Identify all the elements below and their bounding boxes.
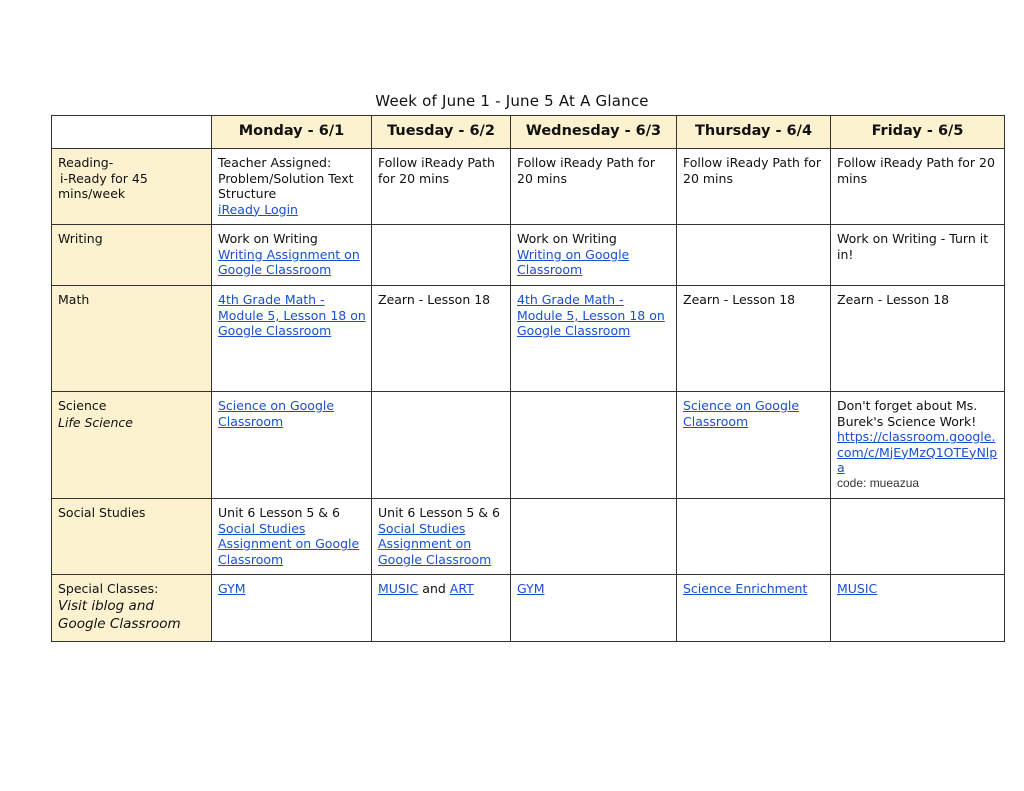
- reading-thursday-cell: Follow iReady Path for 20 mins: [677, 149, 831, 225]
- science-row: [52, 392, 1005, 499]
- reading-monday-text: Teacher Assigned: Problem/Solution Text Structure: [218, 155, 354, 201]
- writing-wednesday-cell: [511, 225, 677, 286]
- music-link-friday[interactable]: MUSIC: [837, 581, 878, 596]
- gym-link-monday[interactable]: GYM: [218, 581, 246, 596]
- writing-friday-cell: Work on Writing - Turn it in!: [831, 225, 1005, 286]
- special-thursday-cell: [677, 575, 831, 642]
- music-link-tuesday[interactable]: MUSIC: [378, 581, 419, 596]
- subject-special-classes: [52, 575, 212, 642]
- iready-login-link[interactable]: iReady Login: [218, 201, 298, 217]
- science-friday-text: Don't forget about Ms. Burek's Science Work!: [837, 398, 978, 429]
- science-tuesday-cell: [372, 392, 511, 499]
- day-header-wednesday: Wednesday - 6/3: [511, 116, 677, 149]
- writing-google-classroom-link[interactable]: Writing on Google Classroom: [517, 246, 630, 277]
- subject-writing: Writing: [52, 225, 212, 286]
- reading-monday-cell: [212, 149, 372, 225]
- page-title: Week of June 1 - June 5 At A Glance: [375, 92, 649, 110]
- science-enrichment-link[interactable]: Science Enrichment: [683, 581, 808, 596]
- science-thursday-cell: [677, 392, 831, 499]
- math-thursday-cell: Zearn - Lesson 18: [677, 286, 831, 392]
- math-wednesday-link[interactable]: 4th Grade Math - Module 5, Lesson 18 on Google Classroom: [517, 292, 665, 338]
- special-sublabel-1: Visit iblog and: [58, 597, 154, 614]
- writing-monday-text: Work on Writing: [218, 231, 318, 246]
- science-friday-cell: [831, 392, 1005, 499]
- and-text: and: [422, 581, 446, 596]
- reading-label-line1: Reading-: [58, 155, 114, 170]
- writing-monday-cell: [212, 225, 372, 286]
- writing-wednesday-text: Work on Writing: [517, 231, 617, 246]
- science-classroom-url-link[interactable]: https://classroom.google.com/c/MjEyMzQ1OTEyNlpa: [837, 429, 998, 475]
- special-wednesday-cell: [511, 575, 677, 642]
- art-link[interactable]: ART: [449, 581, 474, 596]
- subject-social-studies: Social Studies: [52, 499, 212, 575]
- reading-label-line3: mins/week: [58, 186, 126, 201]
- reading-row: [52, 149, 1005, 225]
- header-corner-cell: [52, 116, 212, 149]
- day-header-monday: Monday - 6/1: [212, 116, 372, 149]
- special-label: Special Classes:: [58, 581, 159, 596]
- day-header-tuesday: Tuesday - 6/2: [372, 116, 511, 149]
- day-header-thursday: Thursday - 6/4: [677, 116, 831, 149]
- math-tuesday-cell: Zearn - Lesson 18: [372, 286, 511, 392]
- math-wednesday-cell: [511, 286, 677, 392]
- science-thursday-link[interactable]: Science on Google Classroom: [683, 398, 800, 429]
- social-wednesday-cell: [511, 499, 677, 575]
- social-friday-cell: [831, 499, 1005, 575]
- writing-assignment-link[interactable]: Writing Assignment on Google Classroom: [218, 246, 360, 277]
- social-tuesday-text: Unit 6 Lesson 5 & 6: [378, 505, 500, 520]
- science-label: Science: [58, 398, 107, 413]
- science-monday-link[interactable]: Science on Google Classroom: [218, 398, 335, 429]
- writing-row: [52, 225, 1005, 286]
- special-sublabel-2: Google Classroom: [58, 615, 181, 632]
- writing-tuesday-cell: [372, 225, 511, 286]
- header-row: [52, 116, 1005, 149]
- special-monday-cell: [212, 575, 372, 642]
- subject-reading: [52, 149, 212, 225]
- science-class-code: code: mueazua: [837, 475, 920, 490]
- social-monday-cell: [212, 499, 372, 575]
- special-tuesday-cell: [372, 575, 511, 642]
- social-monday-link[interactable]: Social Studies Assignment on Google Classroom: [218, 520, 360, 567]
- science-sublabel: Life Science: [58, 414, 133, 430]
- special-friday-cell: [831, 575, 1005, 642]
- math-row: [52, 286, 1005, 392]
- reading-wednesday-cell: Follow iReady Path for 20 mins: [511, 149, 677, 225]
- schedule-table: [51, 115, 1005, 642]
- science-monday-cell: [212, 392, 372, 499]
- day-header-friday: Friday - 6/5: [831, 116, 1005, 149]
- social-studies-row: [52, 499, 1005, 575]
- math-monday-cell: [212, 286, 372, 392]
- writing-thursday-cell: [677, 225, 831, 286]
- social-tuesday-cell: [372, 499, 511, 575]
- reading-label-line2: i-Ready for 45: [60, 170, 148, 186]
- subject-math: Math: [52, 286, 212, 392]
- special-classes-row: [52, 575, 1005, 642]
- social-thursday-cell: [677, 499, 831, 575]
- reading-friday-cell: Follow iReady Path for 20 mins: [831, 149, 1005, 225]
- subject-science: [52, 392, 212, 499]
- social-tuesday-link[interactable]: Social Studies Assignment on Google Classroom: [378, 520, 492, 567]
- math-monday-link[interactable]: 4th Grade Math - Module 5, Lesson 18 on Google Classroom: [218, 292, 366, 338]
- math-friday-cell: Zearn - Lesson 18: [831, 286, 1005, 392]
- reading-tuesday-cell: Follow iReady Path for 20 mins: [372, 149, 511, 225]
- science-wednesday-cell: [511, 392, 677, 499]
- gym-link-wednesday[interactable]: GYM: [517, 581, 545, 596]
- social-monday-text: Unit 6 Lesson 5 & 6: [218, 505, 340, 520]
